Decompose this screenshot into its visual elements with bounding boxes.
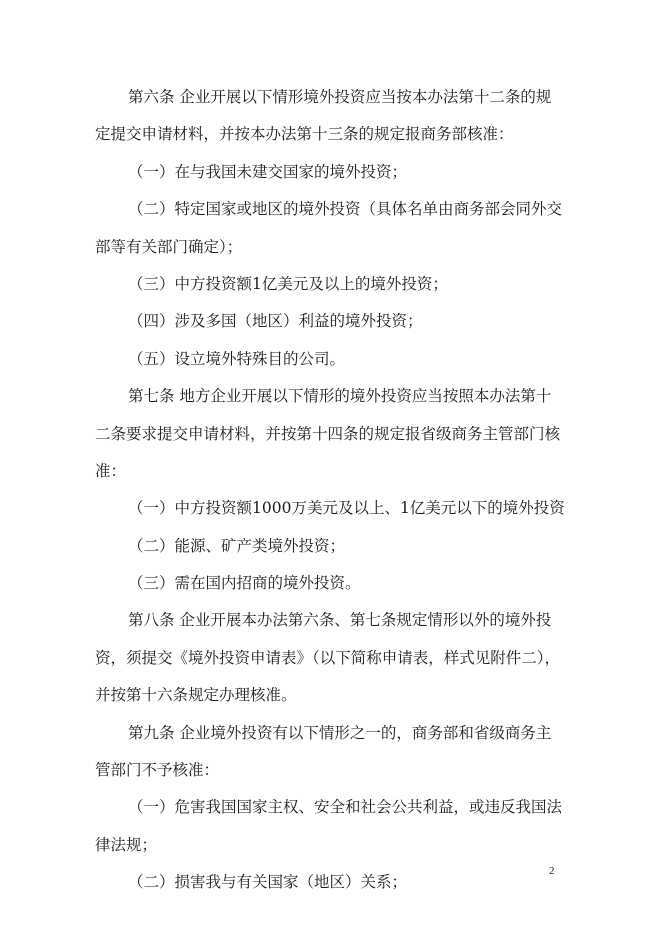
text-line: （一）中方投资额1000万美元及以上、1亿美元以下的境外投资 (128, 499, 565, 518)
text-line: （二）能源、矿产类境外投资； (128, 536, 346, 555)
text-line: 部等有关部门确定）； (95, 237, 243, 256)
document-body (95, 86, 575, 893)
text-line: 第六条 企业开展以下情形境外投资应当按本办法第十二条的规 (128, 88, 552, 106)
text-line: （二）损害我与有关国家（地区）关系； (128, 873, 408, 892)
text-line: （三）中方投资额1亿美元及以上的境外投资； (128, 274, 448, 293)
text-line: （二）特定国家或地区的境外投资（具体名单由商务部会同外交 (128, 200, 563, 219)
text-line: （五）设立境外特殊目的公司。 (128, 349, 346, 368)
text-line: 第九条 企业境外投资有以下情形之一的，商务部和省级商务主 (128, 723, 552, 742)
text-line: 资，须提交《境外投资申请表》（以下简称申请表，样式见附件二）， (95, 648, 561, 667)
text-line: 第七条 地方企业开展以下情形的境外投资应当按照本办法第十 (128, 387, 552, 406)
page-number: 2 (549, 865, 555, 877)
text-line: （一）危害我国国家主权、安全和社会公共利益，或违反我国法 (128, 798, 563, 817)
text-line: 定提交申请材料，并按本办法第十三条的规定报商务部核准： (95, 125, 514, 144)
text-line: （四）涉及多国（地区）利益的境外投资； (128, 312, 423, 331)
text-line: 并按第十六条规定办理核准。 (95, 686, 297, 705)
text-line: 准： (95, 461, 127, 480)
text-line: （三）需在国内招商的境外投资。 (128, 574, 361, 593)
text-line: 第八条 企业开展本办法第六条、第七条规定情形以外的境外投 (128, 611, 552, 630)
text-line: 律法规； (95, 835, 158, 854)
text-line: 管部门不予核准： (95, 761, 220, 780)
text-line: （一）在与我国未建交国家的境外投资； (128, 162, 408, 181)
text-line: 二条要求提交申请材料，并按第十四条的规定报省级商务主管部门核 (95, 424, 561, 443)
